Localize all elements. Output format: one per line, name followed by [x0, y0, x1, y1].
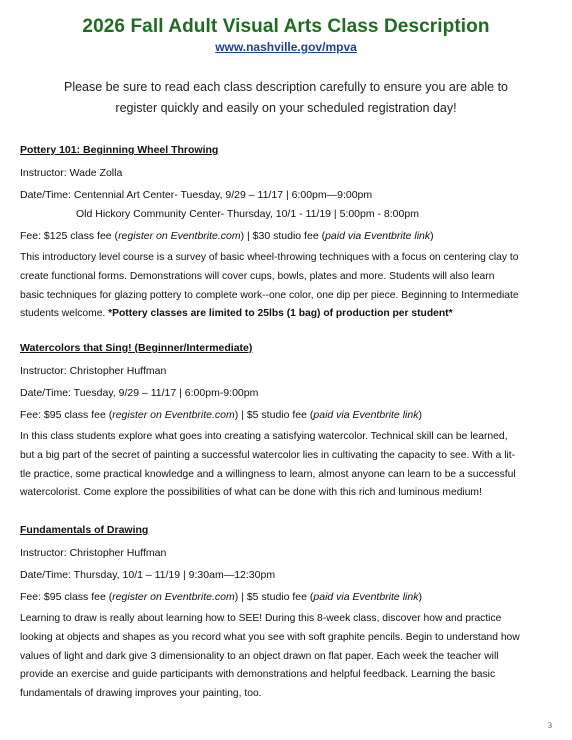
description-line: tle practice, some practical knowledge and a willingness to learn, almost anyone can learn to be a successful — [20, 468, 516, 480]
fee-text: ) — [418, 591, 422, 603]
description-line: but a big part of the secret of painting a successful watercolor lies in cultivating the capacity to see. With a lit- — [20, 449, 516, 461]
class-datetime: Date/Time: Thursday, 10/1 – 11/19 | 9:30am—12:30pm — [20, 569, 276, 581]
fee-text: ) | $5 studio fee ( — [234, 591, 314, 603]
class-title: Fundamentals of Drawing — [20, 524, 149, 536]
description-text: students welcome. — [20, 308, 109, 320]
description-line — [20, 305, 555, 324]
description-line: This introductory level course is a survey of basic wheel-throwing techniques with a focus on centering clay to — [20, 252, 519, 263]
fee-register-note: register on Eventbrite.com — [112, 591, 235, 603]
fee-text: ) — [430, 230, 434, 242]
class-description — [20, 610, 555, 704]
class-datetime: Date/Time: Tuesday, 9/29 – 11/17 | 6:00pm-9:00pm — [20, 387, 259, 399]
fee-paid-note: paid via Eventbrite link — [313, 409, 419, 421]
class-description — [20, 249, 555, 324]
class-datetime-alt: Old Hickory Community Center- Thursday, 10/1 - 11/19 | 5:00pm - 8:00pm — [76, 208, 419, 220]
class-fee — [20, 406, 555, 425]
description-line: basic techniques for glazing pottery to complete work--one color, one dip per piece. Beginning to Intermediate — [20, 289, 519, 301]
fee-register-note: register on Eventbrite.com — [118, 230, 241, 242]
class-instructor: Instructor: Wade Zolla — [20, 167, 123, 179]
class-section-drawing — [20, 521, 555, 704]
class-description — [20, 428, 555, 503]
intro-paragraph — [40, 77, 532, 119]
class-instructor: Instructor: Christopher Huffman — [20, 547, 167, 559]
pottery-limit-note: *Pottery classes are limited to 25lbs (1 bag) of production per student* — [108, 308, 453, 320]
class-fee — [20, 227, 555, 246]
fee-text: Fee: $125 class fee ( — [20, 230, 119, 242]
class-section-watercolors — [20, 339, 555, 503]
fee-text: Fee: $95 class fee ( — [20, 591, 113, 603]
page-number: 3 — [548, 721, 552, 730]
fee-paid-note: paid via Eventbrite link — [313, 591, 419, 603]
class-title: Watercolors that Sing! (Beginner/Intermediate) — [20, 342, 253, 354]
description-line: fundamentals of drawing improves your painting, too. — [20, 688, 262, 700]
fee-text: Fee: $95 class fee ( — [20, 409, 113, 421]
description-line: watercolorist. Come explore the possibilities of what can be done with this rich and luminous medium! — [20, 487, 482, 499]
class-fee — [20, 588, 555, 607]
intro-line: register quickly and easily on your scheduled registration day! — [115, 101, 457, 115]
fee-text: ) — [418, 409, 422, 421]
intro-line: Please be sure to read each class description carefully to ensure you are able to — [63, 80, 508, 94]
description-line: Learning to draw is really about learning how to SEE! During this 8-week class, discover how and practice — [20, 613, 502, 624]
website-link[interactable]: www.nashville.gov/mpva — [215, 40, 357, 54]
class-datetime: Date/Time: Centennial Art Center- Tuesday, 9/29 – 11/17 | 6:00pm—9:00pm — [20, 189, 373, 201]
fee-paid-note: paid via Eventbrite link — [325, 230, 431, 242]
description-line: provide an exercise and guide participants with demonstrations and helpful feedback. Learning the basic — [20, 669, 496, 681]
fee-text: ) | $30 studio fee ( — [240, 230, 326, 242]
description-line: In this class students explore what goes into creating a satisfying watercolor. Technical skill can be learned, — [20, 431, 508, 442]
class-instructor: Instructor: Christopher Huffman — [20, 365, 167, 377]
class-title: Pottery 101: Beginning Wheel Throwing — [20, 144, 219, 156]
class-section-pottery — [20, 141, 555, 324]
description-line: looking at objects and shapes as you record what you see with soft graphite pencils. Begin to understand how — [20, 631, 520, 643]
fee-text: ) | $5 studio fee ( — [234, 409, 314, 421]
fee-register-note: register on Eventbrite.com — [112, 409, 235, 421]
description-line: create functional forms. Demonstrations will cover cups, bowls, plates and more. Students will also learn — [20, 270, 495, 282]
description-line: values of light and dark give 3 dimensionality to an object drawn on flat paper. Each week the teacher will — [20, 650, 499, 662]
page-title: 2026 Fall Adult Visual Arts Class Description — [82, 16, 490, 37]
